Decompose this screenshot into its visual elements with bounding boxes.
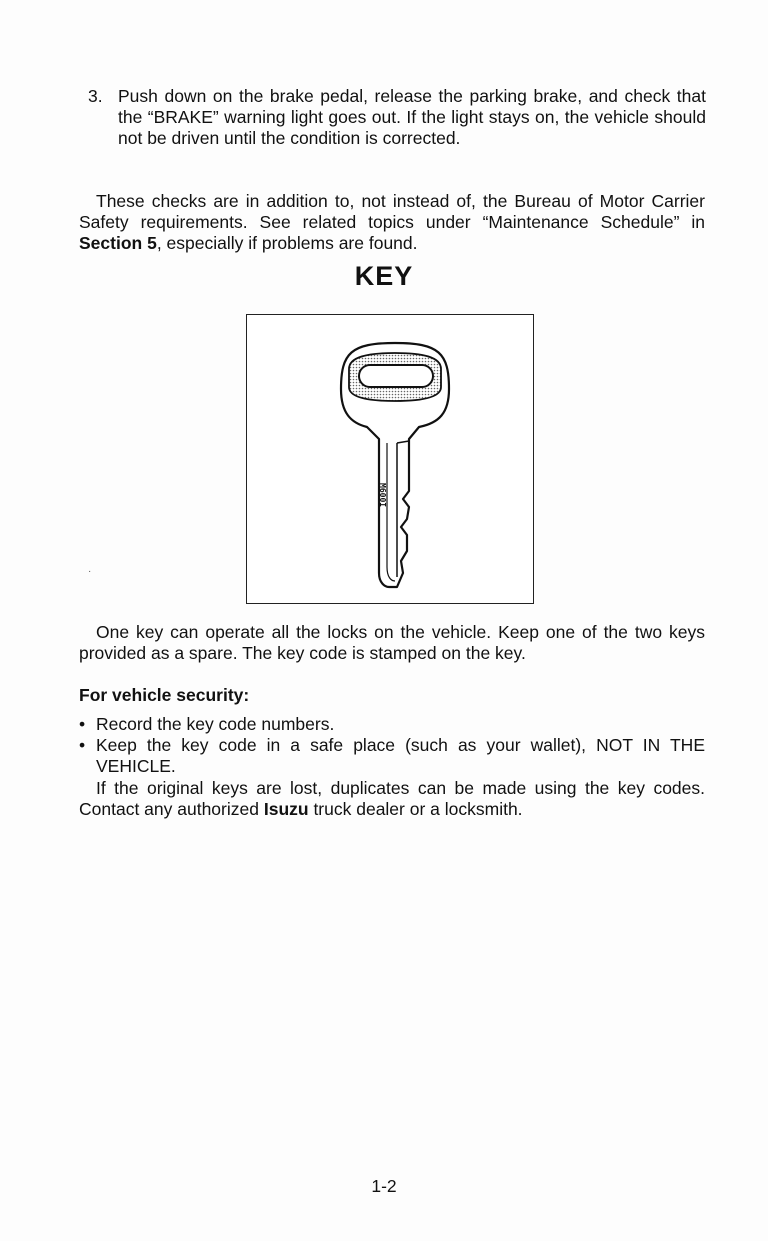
lost-keys-paragraph xyxy=(79,778,705,820)
page-number: 1-2 xyxy=(371,1176,397,1196)
checks-text-1: These checks are in addition to, not instead of, the Bureau of Motor Carrier Safety requirements. See related topics under “Maintenance Schedule” in xyxy=(79,191,705,232)
step-3 xyxy=(88,86,706,149)
section-heading: KEY xyxy=(354,261,414,291)
security-list xyxy=(79,714,705,777)
brand-name: Isuzu xyxy=(263,799,309,819)
lost-keys-text-1: If the original keys are lost, duplicates can be made using the key codes. Contact any authorized xyxy=(79,778,705,819)
list-item: • Record the key code numbers. xyxy=(79,714,705,735)
list-item-text: Record the key code numbers. xyxy=(96,714,335,734)
step-number: 3. xyxy=(88,86,103,106)
checks-paragraph xyxy=(79,191,705,254)
key-icon xyxy=(247,315,535,605)
scan-speck: · xyxy=(88,566,92,577)
list-item: • Keep the key code in a safe place (such as your wallet), NOT IN THE VEHICLE. xyxy=(79,735,705,776)
key-paragraph xyxy=(79,622,705,664)
lost-keys-text-2: truck dealer or a locksmith. xyxy=(308,799,523,819)
key-illustration xyxy=(246,314,534,604)
list-item-text: Keep the key code in a safe place (such as your wallet), NOT IN THE VEHICLE. xyxy=(96,735,705,776)
section-5-ref: Section 5 xyxy=(79,233,157,253)
checks-text-2: , especially if problems are found. xyxy=(156,233,418,253)
step-text: Push down on the brake pedal, release the parking brake, and check that the “BRAKE” warning light goes out. If the light stays on, the vehicle should not be driven until the condition is corrected. xyxy=(118,86,706,148)
key-code-stamp: M600I xyxy=(378,483,387,508)
key-paragraph-text: One key can operate all the locks on the vehicle. Keep one of the two keys provided as a spare. The key code is stamped on the key. xyxy=(79,622,705,663)
security-heading: For vehicle security: xyxy=(79,685,250,705)
